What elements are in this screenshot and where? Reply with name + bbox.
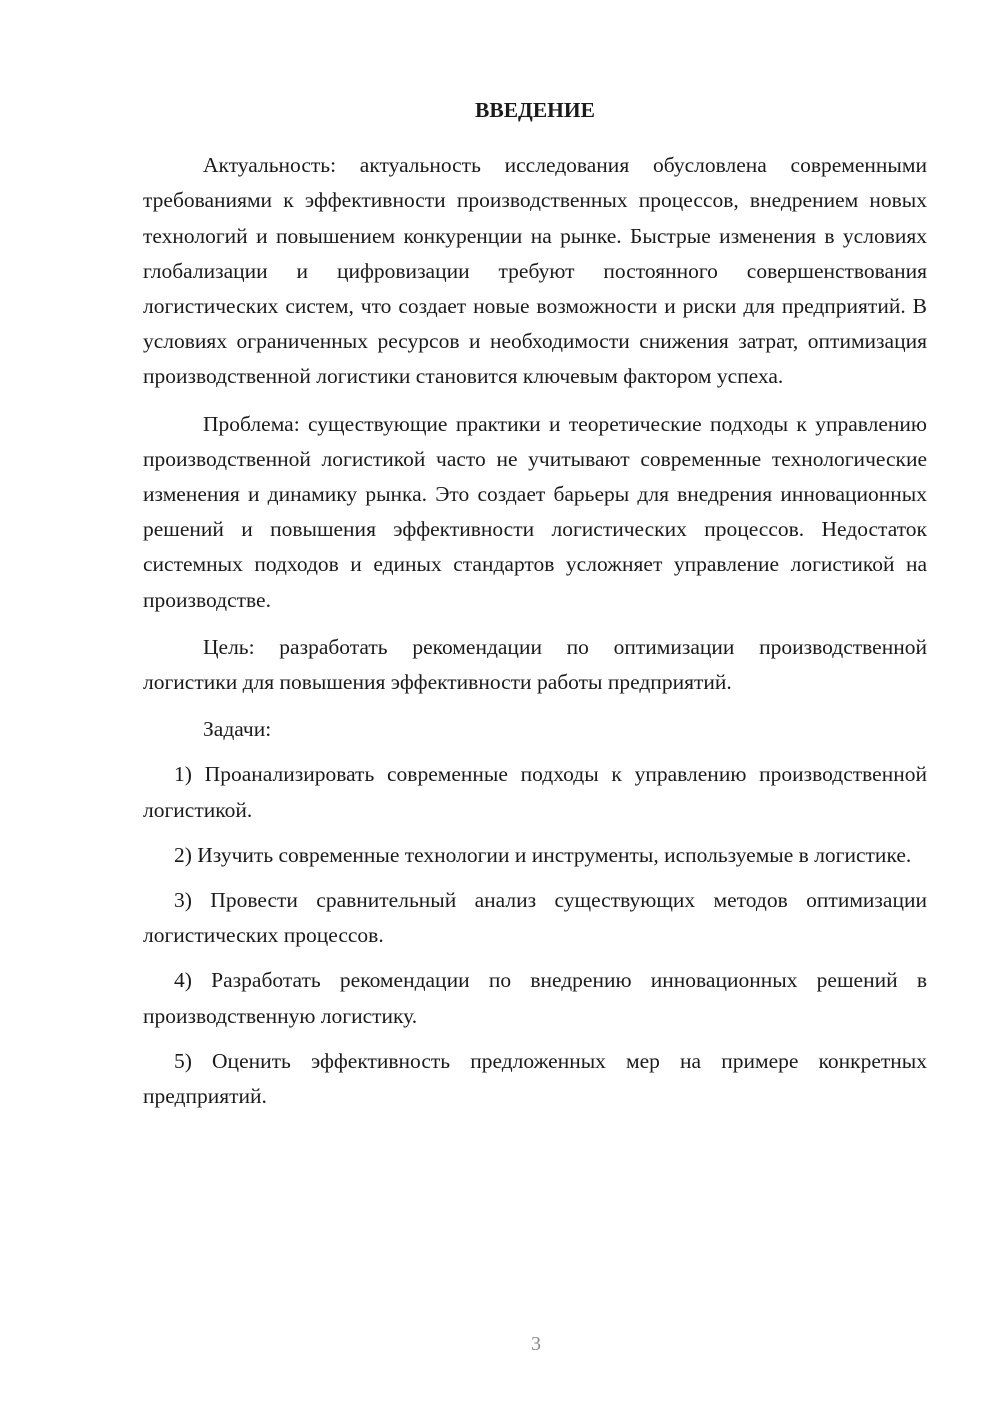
task-item-5: 5) Оценить эффективность предложенных мер на примере конкретных предприятий. bbox=[143, 1048, 927, 1109]
paragraph-problem: Проблема: существующие практики и теоретические подходы к управлению производственной логистикой часто не учитывают современные технологические изменения и динамику рынка. Это создает барьеры для внедрения инновационных решений и повышения эффективности логистических процессов. Недостаток системных подходов и единых стандартов усложняет управление логистикой на производстве. bbox=[143, 411, 927, 612]
task-item-3: 3) Провести сравнительный анализ существующих методов оптимизации логистических процессов. bbox=[143, 888, 927, 948]
page-content bbox=[143, 93, 927, 1124]
page-number: 3 bbox=[531, 1333, 541, 1355]
tasks-label: Задачи: bbox=[203, 717, 272, 742]
task-item-1: 1) Проанализировать современные подходы к управлению производственной логистикой. bbox=[143, 762, 927, 822]
paragraph-goal: Цель: разработать рекомендации по оптимизации производственной логистики для повышения эффективности работы предприятий. bbox=[143, 634, 927, 695]
paragraph-relevance: Актуальность: актуальность исследования обусловлена современными требованиями к эффективности производственных процессов, внедрением новых технологий и повышением конкуренции на рынке. Быстрые изменения в условиях глобализации и цифровизации требуют постоянного совершенствования логистических систем, что создает новые возможности и риски для предприятий. В условиях ограниченных ресурсов и необходимости снижения затрат, оптимизация производственной логистики становится ключевым фактором успеха. bbox=[143, 153, 927, 389]
task-item-4: 4) Разработать рекомендации по внедрению инновационных решений в производственную логистику. bbox=[143, 968, 927, 1028]
section-title: ВВЕДЕНИЕ bbox=[475, 98, 595, 122]
task-item-2: 2) Изучить современные технологии и инструменты, используемые в логистике. bbox=[174, 842, 912, 867]
